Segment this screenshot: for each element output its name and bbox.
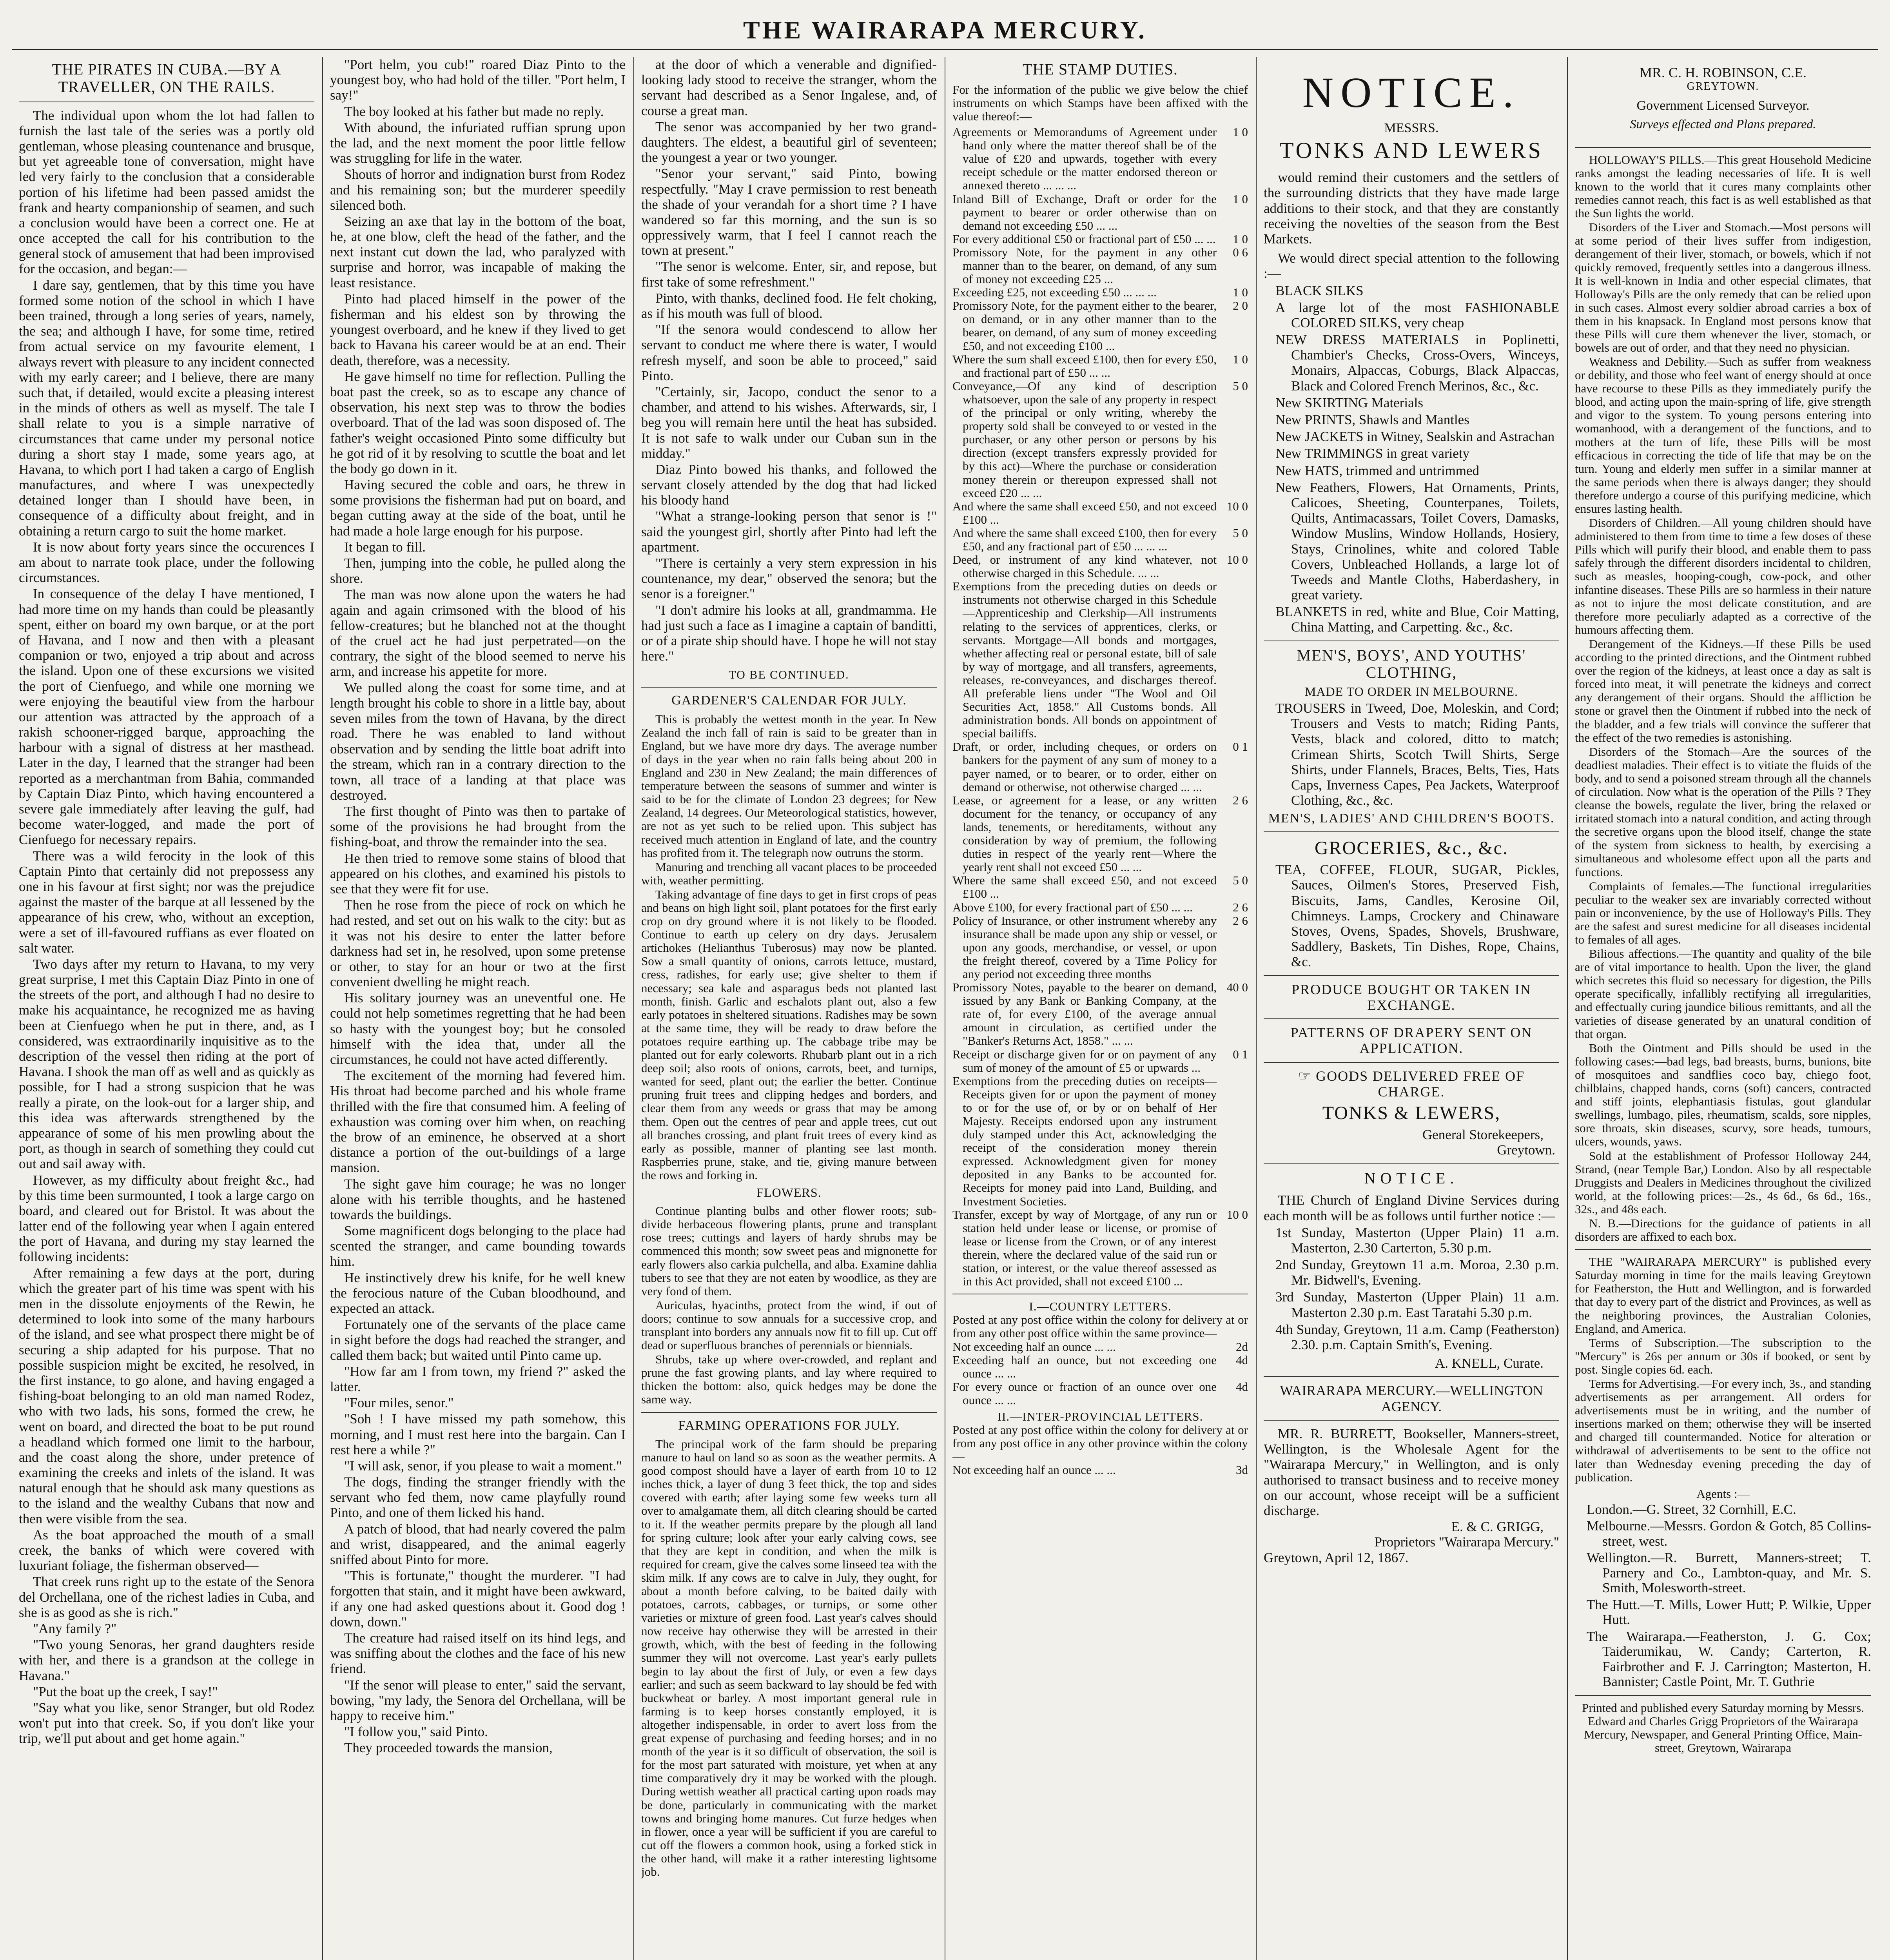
story-paragraph: "Any family ?" [33,1621,117,1636]
stamp-duty-row-amount: 10 0 [1226,499,1248,513]
story-paragraph: "How far am I from town, my friend ?" asked the latter. [330,1363,626,1394]
story-paragraph: He gave himself no time for reflection. Pulling the boat past the creek, so as to escape any chance of observation, his next step was to throw the bodies overboard. That of the lad was soon disposed of. The father's weight occasioned Pinto some difficulty but he got rid of it by resolving to scuttle the boat and let the body go down in it. [330,368,626,476]
pointing-hand-icon: ☞ [1298,1068,1316,1084]
flowers-paragraph: Continue planting bulbs and other flower roots; sub-divide herbaceous flowering plants, prune and transplant rose trees; cuttings and layers of hardy shrubs may be commenced this month; sow sweet peas and mignonette for early flowers also carkia pulchella, and alba. Examine dahlia tubers to see that they are not eaten by woodlice, as they are very fond of them. [641,1204,937,1298]
stamp-duty-row-amount: 1 0 [1233,352,1248,366]
holloway-paragraph: Sold at the establishment of Professor Holloway 244, Strand, (near Temple Bar,) London. Also by all respectable Druggists and Dealers in Medicines throughout the civilized world, at the following prices:—2s., 4s 6d., 6s 6d., 16s., 32s., and 48s each. [1575,1149,1871,1216]
holloway-paragraph: HOLLOWAY'S PILLS.—This great Household Medicine ranks amongst the leading necessaries of life. It is well known to the world that it cures many complaints other remedies cannot reach, this fact is as well established as that the Sun lights the world. [1575,152,1871,220]
divider [1264,1163,1559,1164]
agents-title: Agents :— [1696,1486,1750,1501]
country-letters-title: I.—COUNTRY LETTERS. [1029,1299,1172,1314]
holloway-paragraph: Disorders of Children.—All young children should have administered to them from time to time a few doses of these Pills which will purify their blood, and enable them to pass safely through the different disorders incidental to children, such as measles, hooping-cough, cow-pock, and other infantine diseases. These Pills are so harmless in their nature as not to injure the most delicate constitution, and are therefore more peculiarly adapted as a corrective of the humours affecting them. [1575,516,1871,637]
stamp-duty-row-amount: 2 6 [1233,913,1248,927]
holloway-paragraph: Weakness and Debility.—Such as suffer from weakness or debility, and those who feel want of energy should at once have recourse to these Pills as they immediately purify the blood, and acting upon the main-spring of life, give strength and vigor to the system. To young persons entering into womanhood, with a derangement of the functions, and to mothers at the turn of life, these Pills will be most efficacious in correcting the tide of life that may be on the turn. Young and elderly men suffer in a similar manner at the same periods when there is always danger; they should therefore undergo a course of this purifying medicine, which ensures lasting health. [1575,354,1871,516]
stamp-duty-row-label: Conveyance,—Of any kind of description whatsoever, upon the sale of any property in respect of the principal or only writing, whereby the property sold shall be conveyed to or vested in the purchaser, or any other person or persons by his direction (except transfers expressly provided for by this act)—Where the purchase or consideration money therein or thereupon expressed shall not exceed £20 ... ... [952,379,1217,500]
farming-paragraphs [641,1437,937,1878]
stamp-duty-row [952,740,1248,793]
stamp-duty-row-amount: 10 0 [1226,553,1248,567]
agency-signature: E. & C. GRIGG, [1451,1519,1544,1535]
agent-item: London.—G. Street, 32 Cornhill, E.C. [1587,1501,1796,1517]
stamp-duty-row [952,794,1248,874]
stamp-duty-row-label: Exemptions from the preceding duties on deeds or instruments not otherwise charged in this Schedule—Apprenticeship and Clerkship—All instruments relating to the services of apprentices, clerks, or servants. Mortgage—All bonds and mortgages, whether affecting real or personal estate, bill of sale by way of mortgage, and all transfers, agreements, releases, re-conveyances, and discharges thereof. All preferable liens under "The Wool and Oil Securities Act, 1858." All Customs bonds. All administration bonds. All bonds on appointment of special bailiffs. [952,579,1217,740]
story-paragraph: "I don't admire his looks at all, grandmamma. He had just such a face as I imagine a captain of banditti, or of a pirate ship should have. I hope he will not stay here." [641,602,937,664]
holloway-paragraph: Disorders of the Stomach—Are the sources of the deadliest maladies. Their effect is to vitiate the fluids of the body, and to send a poisoned stream through all the channels of circulation. Now what is the operation of the Pills ? They cleanse the bowels, regulate the liver, bring the relaxed or irritated stomach into a natural condition, and acting through the secretive organs upon the blood itself, change the state of the system from sickness to health, by exercising a simultaneous and wholesome effect upon all the parts and functions. [1575,744,1871,879]
stamp-duty-row-amount: 0 6 [1233,245,1248,259]
stamp-duty-row-amount: 5 0 [1233,379,1248,393]
inter-provincial-table [952,1463,1248,1477]
holloway-paragraph: N. B.—Directions for the guidance of patients in all disorders are affixed to each box. [1575,1216,1871,1244]
story-paragraph: "If the senor will please to enter," said the servant, bowing, "my lady, the Senora del Orchellana, will be happy to receive him." [330,1677,626,1723]
stamp-duty-row-amount: 5 0 [1233,526,1248,540]
stamp-duty-row-label: Deed, or instrument of any kind whatever, not otherwise charged in this Schedule. ... ... [952,553,1217,580]
garden-paragraph: Manuring and trenching all vacant places to be proceeded with, weather permitting. [641,860,937,887]
postage-row [952,1463,1248,1477]
mercury-paragraph: Terms for Advertising.—For every inch, 3s., and standing advertisements as per arrangement. All orders for advertisements must be in writing, and the number of insertions marked on them; otherwise they will be inserted and charged till countermanded. Notice for alteration or withdrawal of advertisements to be sent to the office not later than Wednesday evening preceding the day of publication. [1575,1377,1871,1484]
stamp-duty-row-label: Above £100, for every fractional part of £50 ... ... [952,900,1193,914]
story-paragraph: The individual upon whom the lot had fallen to furnish the last tale of the series was a portly old gentleman, whose pleasing countenance and brusque, but yet agreeable tone of conversation, might have led very fairly to the conclusion that a considerable portion of his lifetime had been passed amidst the frank and hearty companionship of seamen, and such a conclusion would have been a correct one. He at once accepted the call for his contribution to the general stock of amusement that had been improvised for the occasion, and began:— [19,107,314,277]
story-paragraph: "This is fortunate," thought the murderer. "I had forgotten that stain, and it might have been awkward, if any one had asked questions about it. Good dog ! down, down." [330,1568,626,1630]
stamp-duty-row-label: Receipt or discharge given for or on payment of any sum of money of the amount of £5 or upwards ... [952,1047,1217,1074]
produce-line: PRODUCE BOUGHT OR TAKEN IN EXCHANGE. [1291,981,1531,1013]
story-paragraph: In consequence of the delay I have mentioned, I had more time on my hands than could be pleasantly spent, either on board my own barque, or at the port of Havana, and I now and then with a pleasant companion or two, enjoyed a trip about and across the island. Upon one of these excursions we visited the port of Cienfuego, and while one morning we were enjoying the beautiful view from the harbour our attention was attracted by the approach of a rakish schooner-rigged barque, approaching the harbour with a signal of distress at her masthead. Later in the day, I learned that the stranger had been reported as a merchantman from Bahia, commanded by Captain Diaz Pinto, which having encountered a severe gale immediately after leaving the gulf, had become water-logged, and made the port of Cienfuego for necessary repairs. [19,586,314,848]
story-paragraph: Pinto had placed himself in the power of the fisherman and his eldest son by throwing the youngest overboard, and he knew if they lived to get back to Havana his career would be at an end. Their death, therefore, was a necessity. [330,291,626,368]
flowers-paragraph: Auriculas, hyacinths, protect from the wind, if out of doors; continue to sow annuals for a successive crop, and transplant into borders any annuals now fit to fill up. Cut off dead or superfluous branches of perennials or biennials. [641,1298,937,1352]
stamp-duty-row [952,125,1248,192]
masthead: THE WAIRARAPA MERCURY. [743,16,1147,44]
stamp-duty-row [952,500,1248,526]
surveyor-role: Government Licensed Surveyor. [1636,98,1810,113]
story-paragraph: The boy looked at his father but made no reply. [344,103,604,119]
postage-row-amount: 2d [1236,1339,1248,1354]
agent-item: Melbourne.—Messrs. Gordon & Gotch, 85 Collins-street, west. [1587,1518,1871,1549]
agency-body: MR. R. BURRETT, Bookseller, Manners-street, Wellington, is the Wholesale Agent for the "Wairarapa Mercury," in Wellington, and is only authorised to transact business and to receive money on our account, whose receipt will be a sufficient discharge. [1264,1426,1559,1518]
country-letters-table [952,1340,1248,1407]
story-paragraph: It began to fill. [344,539,426,555]
imprint: Printed and published every Saturday morning by Messrs. Edward and Charles Grigg Proprietors of the Wairarapa Mercury, Newspaper, and General Printing Office, Main-street, Greytown, Wairarapa [1582,1700,1864,1755]
story-paragraph: The man was now alone upon the waters he had again and again crimsoned with the blood of his fellow-creatures; but he blanched not at the thought of the cruel act he had just perpetrated—on the contrary, the sight of the blood seemed to nerve his arm, and increase his appetite for more. [330,587,626,679]
story-paragraphs-end [641,57,937,664]
stamp-duty-row-label: Lease, or agreement for a lease, or any written document for the tenancy, or occupancy of any lands, tenements, or hereditaments, without any consideration by way of premium, the following duties in respect of the yearly rent—Where the yearly rent shall not exceed £50 ... ... [952,793,1217,874]
stamp-duty-row-amount [1217,580,1248,740]
story-paragraph: "Put the boat up the creek, I say!" [33,1684,218,1699]
goods-item: New Feathers, Flowers, Hat Ornaments, Prints, Calicoes, Sheeting, Counterpanes, Toilets, Quilts, Antimacassars, Toilet Covers, Damasks, Window Muslins, Window Hollands, Hosiery, Stays, Crinolines, white and colored Table Covers, Unbleached Hollands, a large lot of Tweeds and Mantle Cloths, Haberdashery, in great variety. [1275,479,1559,603]
holloway-paragraph: Complaints of females.—The functional irregularities peculiar to the weaker sex are invariably corrected without pain or inconvenience, by the use of Holloway's Pills. They are the safest and surest medicine for all diseases incidental to females of all ages. [1575,879,1871,947]
signature-role: General Storekeepers, [1422,1127,1544,1143]
story-paragraph: A patch of blood, that had nearly covered the palm and wrist, disappeared, and the animal eagerly sniffed about Pinto for more. [330,1521,626,1567]
stamp-duty-row [952,286,1248,299]
story-paragraph: "What a strange-looking person that senor is !" said the youngest girl, shortly after Pinto had left the apartment. [641,508,937,555]
postage-row-amount: 4d [1236,1379,1248,1394]
mens-clothing-subtitle: MADE TO ORDER IN MELBOURNE. [1304,684,1518,699]
divider [1575,1695,1871,1696]
curate-signature: A. KNELL, Curate. [1435,1356,1544,1371]
story-paragraph: Fortunately one of the servants of the place came in sight before the dogs had reached the stranger, and called them back; but waited until Pinto came up. [330,1317,626,1363]
signature-place: Greytown. [1497,1142,1555,1158]
story-paragraph: "Senor your servant," said Pinto, bowing respectfully. "May I crave permission to rest beneath the shade of your verandah for a short time ? I have wandered so far this morning, and the sun is so oppressively warm, that I feel I cannot reach the town at present." [641,166,937,258]
stamp-duty-row-label: And where the same shall exceed £50, and not exceed £100 ... [952,499,1217,526]
story-paragraph: With abound, the infuriated ruffian sprung upon the lad, and the next moment the poor little fellow was struggling for life in the water. [330,120,626,166]
story-paragraph: The creature had raised itself on its hind legs, and was sniffing about the clothes and the face of his new friend. [330,1630,626,1677]
divider [641,687,937,688]
story-paragraph: Seizing an axe that lay in the bottom of the boat, he, at one blow, cleft the head of the father, and the next instant cut down the lad, who paralyzed with surprise and horror, was incapable of making the least resistance. [330,213,626,290]
stamp-duty-row-label: For every additional £50 or fractional part of £50 ... ... [952,232,1216,246]
stamp-duty-row [952,246,1248,286]
postage-row [952,1354,1248,1380]
attention-line: We would direct special attention to the following :— [1264,250,1559,281]
story-paragraph: "Two young Senoras, her grand daughters reside with her, and there is a grandson at the college in Havana." [19,1637,314,1683]
stamp-duty-row-amount: 10 0 [1226,1207,1248,1221]
stamp-duty-row-amount: 2 6 [1233,900,1248,914]
column-2 [323,57,633,1960]
story-paragraph: "I follow you," said Pinto. [344,1724,488,1740]
story-paragraph: Pinto, with thanks, declined food. He felt choking, as if his mouth was full of blood. [641,290,937,321]
story-paragraph: That creek runs right up to the estate of the Senora del Orchellana, one of the richest ladies in Cuba, and she is as good as she is rich." [19,1574,314,1620]
goods-list [1264,283,1559,635]
goods-item: New PRINTS, Shawls and Mantles [1275,412,1469,428]
to-be-continued: TO BE CONTINUED. [729,668,849,682]
notice-heading-2: NOTICE. [1364,1169,1459,1187]
country-letters-intro: Posted at any post office within the colony for delivery at or from any other post office within the same province— [952,1313,1248,1340]
divider [1264,1062,1559,1063]
stamp-duty-row [952,914,1248,981]
goods-item: BLACK SILKS [1275,283,1364,298]
story-title: THE PIRATES IN CUBA.—BY A TRAVELLER, ON THE RAILS. [52,60,281,96]
patterns-line: PATTERNS OF DRAPERY SENT ON APPLICATION. [1290,1025,1533,1056]
flowers-title: FLOWERS. [756,1185,822,1200]
stamp-duty-row-label: Promissory Note, for the payment either to the bearer, on demand, or in any other manner than to the bearer, on demand, of any sum of money exceeding £50, and not exceeding £100 ... [952,299,1217,353]
holloway-paragraph: Disorders of the Liver and Stomach.—Most persons will at some period of their lives suffer from indigestion, derangement of their liver, stomach, or bowels, which if not quickly removed, frequently settles into a dangerous illness. It is well-known in India and other especial climates, that Holloway's Pills are the only remedy that can be relied upon in such cases. Almost every soldier abroad carries a box of them in his knapsack. In England most persons know that these Pills will cure them whenever the liver, stomach, or bowels are out of order, and that they need no physician. [1575,220,1871,354]
story-paragraph: He then tried to remove some stains of blood that appeared on his clothes, and examined his pistols to see that they were fit for use. [330,850,626,897]
postage-row [952,1340,1248,1354]
stamp-duty-row-label: Promissory Notes, payable to the bearer on demand, issued by any Bank or Banking Company, at the rate of, for every £100, of the average annual amount in circulation, as certified under the "Banker's Returns Act, 1858." ... ... [952,980,1217,1048]
story-paragraph: Having secured the coble and oars, he threw in some provisions the fisherman had put on board, and began cutting away at the side of the boat, until he had made a hole large enough for his purpose. [330,477,626,539]
garden-title: GARDENER'S CALENDAR FOR JULY. [671,693,907,708]
postage-row-label: Exceeding half an ounce, but not exceeding one ounce ... ... [952,1353,1217,1380]
goods-item: New TRIMMINGS in great variety [1275,446,1470,461]
mercury-paragraph: Terms of Subscription.—The subscription to the "Mercury" is 26s per annum or 30s if booked, or sent by post. Single copies 6d. each. [1575,1336,1871,1376]
stamp-duty-row-label: Policy of Insurance, or other instrument whereby any insurance shall be made upon any ship or vessel, or upon any goods, merchandise, or vessel, or upon the freight thereof, covered by a Time Policy for any period not exceeding three months [952,913,1217,981]
postage-row-label: Not exceeding half an ounce ... ... [952,1339,1116,1354]
notice-heading: NOTICE. [1302,69,1521,116]
stamp-duty-row-label: Inland Bill of Exchange, Draft or order for the payment to bearer or order otherwise than on demand not exceeding £50 ... ... [952,192,1217,232]
stamp-duty-row-label: Agreements or Memorandums of Agreement under hand only where the matter thereof shall be of the value of £20 and upwards, together with every receipt schedule or the matter endorsed thereon or annexed thereto ... ... ... [952,125,1217,192]
stamp-duty-row-amount: 40 0 [1226,980,1248,995]
story-paragraph: I dare say, gentlemen, that by this time you have formed some notion of the school in which I have been trained, through a long series of years, namely, the sea; and although I have, for some time, retired from actual service on my favourite element, I always revert with pleasure to any incident connected with my early career; and I believe, there are many such that, if detailed, would excite a pleasing interest in the minds of others as well as myself. The tale I shall relate to you is a simple narrative of circumstances that came under my personal notice during a short stay I made, some years ago, at Havana, to which port I had taken a cargo of English manufactures, and where I was unexpectedly detained longer than I should have been, in consequence of a difficulty about freight, and in obtaining a return cargo to suit the home market. [19,277,314,539]
holloway-paragraph: Derangement of the Kidneys.—If these Pills be used according to the printed directions, and the Ointment rubbed over the region of the kidneys, at least once a day as salt is forced into meat, it will penetrate the kidneys and correct any derangement of their organs. Should the affliction be stone or gravel then the Ointment if rubbed into the neck of the bladder, and a few trials will convince the sufferer that the effect of the two remedies is astonishing. [1575,637,1871,744]
divider [641,1412,937,1413]
story-paragraph: There was a wild ferocity in the look of this Captain Pinto that certainly did not prepossess any one in his favour at first sight; nor was the prejudice against the master of the barque at all lessened by the appearance of his crew, who, without an exception, were a set of ill-favoured ruffians as ever floated on salt water. [19,848,314,956]
stamp-duty-row-label: Draft, or order, including cheques, or orders on bankers for the payment of any sum of money to a payer named, or to bearer, or to order, either on demand or otherwise, not otherwise charged ... ... [952,740,1217,794]
story-paragraph: "The senor is welcome. Enter, sir, and repose, but first take of some refreshment." [641,259,937,290]
goods-item: New JACKETS in Witney, Sealskin and Astrachan [1275,429,1555,445]
column-5 [1257,57,1566,1960]
stamp-duty-row-amount: 1 0 [1233,232,1248,246]
stamp-duties-intro: For the information of the public we give below the chief instruments on which Stamps have been affixed with the value thereof:— [952,82,1248,123]
stamp-duty-row-label: Exemptions from the preceding duties on receipts—Receipts given for or upon the payment of money to or for the use of, or by or on behalf of Her Majesty. Receipts endorsed upon any instrument duly stamped under this Act, acknowledging the receipt of the consideration money therein expressed. Acknowledgment given for money deposited in any Banks to be accounted for. Receipts for money paid into Land, Building, and Investment Societies. [952,1074,1217,1208]
masthead-rule [12,49,1878,50]
stamp-duty-row-label: And where the same shall exceed £100, then for every £50, and any fractional part of £50 ... ... ... [952,526,1217,553]
stamp-duty-row-amount [1217,1074,1248,1208]
stamp-duty-row-label: Where the sum shall exceed £100, then for every £50, and fractional part of £50 ... ... [952,352,1217,379]
story-paragraph: We pulled along the coast for some time, and at length brought his coble to shore in a little bay, about seven miles from the town of Havana, by the direct road. There he was enabled to land without observation and by sending the little boat adrift into the stream, which ran in a contrary direction to the town, all trace of a landing at that place was destroyed. [330,680,626,803]
stamp-duty-row [952,232,1248,246]
divider [1575,147,1871,148]
stamp-duty-row [952,981,1248,1047]
divider [1264,1420,1559,1421]
service-item: 1st Sunday, Masterton (Upper Plain) 11 a.m. Masterton, 2.30 Carterton, 5.30 p.m. [1275,1225,1559,1256]
agency-title: WAIRARAPA MERCURY.—WELLINGTON AGENCY. [1280,1383,1543,1414]
story-paragraph: The first thought of Pinto was then to partake of some of the provisions he had brought from the fishing-boat, and throw the remainder into the sea. [330,804,626,850]
agency-date: Greytown, April 12, 1867. [1264,1550,1409,1565]
stamp-duty-row-amount: 0 1 [1233,740,1248,754]
goods-item: BLANKETS in red, white and Blue, Coir Matting, China Matting, and Carpetting. &c., &c. [1275,604,1559,635]
story-paragraph: "Say what you like, senor Stranger, but old Rodez won't put into that creek. So, if you don't like your trip, we'll put about and get home again." [19,1700,314,1746]
stamp-duties-title: THE STAMP DUTIES. [1023,60,1178,78]
story-paragraphs-continued [330,57,626,1755]
story-paragraph: As the boat approached the mouth of a small creek, the banks of which were covered with luxuriant foliage, the fisherman observed— [19,1527,314,1573]
agency-proprietors: Proprietors "Wairarapa Mercury." [1374,1534,1559,1550]
mercury-paragraph: THE "WAIRARAPA MERCURY" is published every Saturday morning in time for the mails leaving Greytown for Featherston, the Hutt and Wellington, and is forwarded that day to every part of the district and Provinces, as well as the neighboring provinces, the Australian Colonies, England, and America. [1575,1255,1871,1336]
stamp-duty-row [952,379,1248,500]
divider [1264,975,1559,976]
stamp-duties-table [952,125,1248,1288]
garden-paragraphs [641,713,937,1182]
story-paragraph: "Port helm, you cub!" roared Diaz Pinto to the youngest boy, who had hold of the tiller. "Port helm, I say!" [330,57,626,103]
stamp-duty-row [952,192,1248,232]
signature-firm: TONKS & LEWERS, [1322,1103,1501,1124]
flowers-paragraph: Shrubs, take up where over-crowded, and replant and prune the fast growing plants, and lay where required to thicken the bottom: also, quick hedges may be done the same way. [641,1352,937,1406]
column-1 [12,57,321,1960]
stamp-duty-row [952,553,1248,580]
story-paragraph: After remaining a few days at the port, during which the greater part of his time was spent with his men in the dissolute enjoyments of the Rewin, he determined to look into some of the many harbours of the island, and see what prospect there might be of securing a ship adapted for his purpose. That no possible suspicion might be excited, he resolved, in the first instance, to go alone, and having engaged a fishing-boat belonging to an old man named Rodez, who with two lads, his sons, formed the crew, he went on board, and directed the boat to be put round a headland which formed one limit to the harbour, and the coast along the shore, under pretence of examining the creeks and inlets of the island. It was natural enough that he should ask many questions as to the island and the wealthy Cubans that now and then were visible from the sea. [19,1265,314,1526]
holloway-paragraph: Bilious affections.—The quantity and quality of the bile are of vital importance to health. Upon the liver, the gland which secretes this fluid so necessary for digestion, the Pills operate specifically, infallibly rectifying all irregularities, and effectually curing jaundice bilious remittants, and all the varieties of disease generated by an unatural condition of that organ. [1575,947,1871,1041]
divider [1264,1376,1559,1377]
firm-name: TONKS AND LEWERS [1280,138,1543,163]
service-item: 3rd Sunday, Masterton (Upper Plain) 11 a.m. Masterton 2.30 p.m. East Taratahi 5.30 p.m. [1275,1289,1559,1320]
story-paragraph: Two days after my return to Havana, to my very great surprise, I met this Captain Diaz Pinto in one of the streets of the port, and although I had no desire to make his acquaintance, he recognized me as having been at Cienfuego when he put in there, and, as I considered, was extraordinarily inquisitive as to the description of the vessel then riding at the port of Havana. I shook the man off as well and as quickly as possible, for I had a strong suspicion that he was really a pirate, on the look-out for a larger ship, and this idea was afterwards strengthened by the appearance of some of his men prowling about the port, as though in search of something they could cut out and sail away with. [19,956,314,1172]
story-paragraph: He instinctively drew his knife, for he well knew the ferocious nature of the Cuban bloodhound, and expected an attack. [330,1270,626,1316]
mens-clothing-body: TROUSERS in Tweed, Doe, Moleskin, and Cord; Trousers and Vests to match; Riding Pants, Vests, black and colored, ditto to match; Crimean Shirts, Scotch Twill Shirts, Serge Shirts, under Flannels, Braces, Belts, Ties, Hats Caps, Inverness Capes, Pea Jackets, Waterproof Clothing, &c., &c. [1275,701,1559,808]
farming-title: FARMING OPERATIONS FOR JULY. [678,1418,900,1433]
garden-paragraph: This is probably the wettest month in the year. In New Zealand the inch fall of rain is said to be greater than in England, but we have more dry days. The average number of days in the year when no rain falls being about 200 in England and 230 in New Zealand; the main differences of temperature between the seasons of summer and winter is said to be for the climate of London 23 degrees; for New Zealand, 14 degrees. Our Meteorological statistics, however, are not as yet such to be relied upon. This subject has received much attention in England of late, and the country has profited from it. The telegraph now outruns the storm. [641,712,937,860]
stamp-duty-row-amount: 2 6 [1233,793,1248,807]
agent-item: Wellington.—R. Burrett, Manners-street; T. Parnery and Co., Lambton-quay, and Mr. S. Smith, Molesworth-street. [1587,1550,1871,1596]
agent-item: The Wairarapa.—Featherston, J. G. Cox; Taiderumikau, W. Candy; Carterton, R. Fairbrother and F. J. Carrington; Masterton, H. Bannister; Castle Point, Mr. T. Guthrie [1587,1628,1871,1690]
stamp-duty-row-label: Where the same shall exceed £50, and not exceed £100 ... [952,873,1217,901]
stamp-duty-row-label: Exceeding £25, not exceeding £50 ... ... ... [952,285,1157,299]
stamp-duty-row [952,299,1248,352]
story-paragraph: The senor was accompanied by her two grand-daughters. The eldest, a beautiful girl of seventeen; the youngest a year or two younger. [641,119,937,165]
column-4 [945,57,1255,1960]
postage-row-amount: 4d [1236,1353,1248,1367]
story-paragraph: "I will ask, senor, if you please to wait a moment." [344,1458,622,1474]
story-paragraph: Some magnificent dogs belonging to the place had scented the stranger, and came bounding towards him. [330,1223,626,1269]
divider [1575,1249,1871,1250]
divider [1264,1018,1559,1019]
story-paragraph: "Soh ! I have missed my path somehow, this morning, and I must rest here into the bargain. Can I rest here a while ?" [330,1411,626,1457]
story-paragraph: "There is certainly a very stern expression in his countenance, my dear," observed the senora; but the senor is a foreigner." [641,555,937,602]
service-item: 4th Sunday, Greytown, 11 a.m. Camp (Featherston) 2.30. p.m. Captain Smith's, Evening. [1275,1321,1559,1353]
story-paragraph: His solitary journey was an uneventful one. He could not help sometimes regretting that he had been so hasty with the youngest boy; but he consoled himself with the idea that, under all the circumstances, he could not have acted differently. [330,990,626,1067]
church-notice: THE Church of England Divine Services during each month will be as follows until further notice :— [1264,1192,1559,1223]
stamp-duty-row [952,1048,1248,1074]
story-paragraph: at the door of which a venerable and dignified-looking lady stood to receive the stranger, whom the servant had described as a Senor Ingalese, and, of course a great man. [641,57,937,118]
postage-row [952,1380,1248,1407]
stamp-duty-row [952,526,1248,553]
column-3 [634,57,944,1960]
services-list [1264,1225,1559,1353]
mens-clothing-title: MEN'S, BOYS', AND YOUTHS' CLOTHING, [1297,646,1526,682]
postage-row-label: For every ounce or fraction of an ounce over one ounce ... ... [952,1379,1217,1407]
holloway-advert [1575,153,1871,1244]
story-paragraph: "Certainly, sir, Jacopo, conduct the senor to a chamber, and attend to his wishes. Afterwards, sir, I beg you will remain here until the heat has subsided. It is not safe to walk under our Cuban sun in the midday." [641,384,937,461]
story-paragraph: The excitement of the morning had fevered him. His throat had become parched and his whole frame thrilled with the fire that consumed him. A feeling of exhaustion was coming over him when, on reaching the brow of an eminence, he observed at a short distance a portion of the out-buildings of a large mansion. [330,1068,626,1176]
holloway-paragraph: Both the Ointment and Pills should be used in the following cases:—bad legs, bad breasts, burns, bunions, bite of mosquitoes and sandflies coco bay, chiego foot, chilblains, chapped hands, corns (soft) cancers, contracted and stiff joints, elephantiasis fistulas, gout glandular swellings, lumbago, piles, rheumatism, scalds, sore nipples, sore throats, skin diseases, scurvy, sore heads, tumours, ulcers, wounds, yaws. [1575,1041,1871,1149]
postage-row-label: Not exceeding half an ounce ... ... [952,1463,1116,1477]
stamp-duty-row [952,874,1248,900]
story-paragraph: Diaz Pinto bowed his thanks, and followed the servant closely attended by the dog that had licked his bloody hand [641,461,937,508]
agent-item: The Hutt.—T. Mills, Lower Hutt; P. Wilkie, Upper Hutt. [1587,1597,1871,1628]
surveyor-name: MR. C. H. ROBINSON, C.E. [1639,65,1807,80]
story-paragraph: Shouts of horror and indignation burst from Rodez and his remaining son; but the murderer speedily silenced both. [330,167,626,213]
postage-row-amount: 3d [1236,1463,1248,1477]
farming-paragraph: The principal work of the farm should be preparing manure to haul on land so as soon as the weather permits. A good compost should have a layer of earth from 10 to 12 inches thick, a layer of dung 3 feet thick, the top and sides covered with earth; after laying some few weeks turn all over to amalgamate them, all ditch clearing should be carted to it. If the weather permits prepare by the plough all land for spring culture; look after your early calving cows, see that they are kept in condition, and when the milk is required for cream, give the calves some linseed tea with the skim milk. If any cows are to calve in July, they ought, for about a month before calving, to be baited daily with potatoes, carrots, cabbages, or turnips, or some other varieties or mixture of green food. Last year's calves should now receive hay otherwise they will be arrested in their growth, which, with the best of feeding in the following summer they will not overcome. Last year's early pullets begin to lay about the first of July, or even a few days earlier; and such as seem backward to lay should be fed with buckwheat or barley. A most important general rule in farming is to keep horses constantly employed, it is altogether indispensable, in order to avert loss from the great expense of purchasing and feeding horses; and in no month of the year is it so difficult of observation, the soil is for the most part saturated with moisture, yet when at any time comparatively dry it may be worked with the plough. During wettish weather all practical carting upon roads may be done, particularly in communicating with the market towns and bringing home manures. Cut furze hedges when in flower, once a year will be sufficient if you are careful to cut off the flowers a common hook, using a forked stick in the other hand, will make it a rather interesting lightsome job. [641,1437,937,1878]
stamp-duty-row-amount: 5 0 [1233,873,1248,887]
agents-list [1575,1502,1871,1690]
story-paragraph: They proceeded towards the mansion, [344,1740,553,1756]
stamp-duty-row [952,353,1248,379]
messrs-label: MESSRS. [1384,121,1439,136]
goods-item: A large lot of the most FASHIONABLE COLORED SILKS, very cheap [1275,299,1559,330]
goods-delivered-line: ☞ GOODS DELIVERED FREE OF CHARGE. [1298,1068,1525,1100]
story-paragraph: "If the senora would condescend to allow her servant to conduct me where there is water, I would refresh myself, and soon be able to proceed," said Pinto. [641,322,937,383]
groceries-title: GROCERIES, &c., &c. [1315,838,1508,859]
goods-item: New HATS, trimmed and untrimmed [1275,463,1480,478]
stamp-duty-row-amount: 1 0 [1233,285,1248,299]
story-paragraph: The sight gave him courage; he was no longer alone with his terrible thoughts, and he hastened towards the buildings. [330,1176,626,1222]
service-item: 2nd Sunday, Greytown 11 a.m. Moroa, 2.30 p.m. Mr. Bidwell's, Evening. [1275,1257,1559,1288]
story-paragraph: Then he rose from the piece of rock on which he had rested, and set out on his walk to the city: but as it was not his desire to enter the latter before darkness had set in, he resolved, upon some pretense or other, to stay for an hour or two at the first convenient dwelling he might reach. [330,897,626,990]
stamp-duty-row-label: Promissory Note, for the payment in any other manner than to the bearer, on demand, of any sum of money not exceeding £25 ... [952,245,1217,286]
column-6 [1568,57,1878,1960]
stamp-duty-row [952,580,1248,740]
story-paragraph: However, as my difficulty about freight &c., had by this time been surmounted, I took a large cargo on board, and cleared out for Bristol. It was about the latter end of the following year when I again entered the port of Havana, and during my stay learned the following incidents: [19,1172,314,1265]
stamp-duty-row-amount: 1 0 [1233,125,1248,139]
story-paragraph: "Four miles, senor." [344,1395,454,1411]
story-paragraph: Then, jumping into the coble, he pulled along the shore. [330,555,626,586]
notice-intro: would remind their customers and the settlers of the surrounding districts that they have made large additions to their stock, and that they are constantly receiving the novelties of the season from the Best Markets. [1264,170,1559,247]
stamp-duty-row [952,1074,1248,1208]
boots-line: MEN'S, LADIES' AND CHILDREN'S BOOTS. [1268,811,1555,826]
stamp-duty-row-amount: 2 0 [1233,299,1248,313]
flowers-paragraphs [641,1204,937,1406]
inter-provincial-intro: Posted at any post office within the colony for delivery at or from any post office in any other province within the colony— [952,1423,1248,1464]
surveyor-services: Surveys effected and Plans prepared. [1630,116,1816,131]
story-paragraph: The dogs, finding the stranger friendly with the servant who fed them, now came playfully round Pinto, and one of them licked his hand. [330,1474,626,1521]
surveyor-place: GREYTOWN. [1687,80,1759,93]
garden-paragraph: Taking advantage of fine days to get in first crops of peas and beans on high light soil, plant potatoes for the first early crop on dry ground where it is not likely to be flooded. Continue to earth up celery on dry days. Jerusalem artichokes (Helianthus Tuberosus) may now be planted. Sow a small quantity of onions, carrots lettuce, mustard, cress, radishes, for early use; give shelter to them if necessary; sea kale and asparagus beds not planted last month, finish. Garlic and eschalots plant out, also a few early potatoes in sheltered situations. Radishes may be sown at the same time, they will be ready to draw before the potatoes require earthing up. The cabbage tribe may be planted out for early coleworts. Rhubarb plant out in a rich deep soil; also roots of onions, carrots, beet, and turnips, wanted for seed, plant out; the earlier the better. Continue pruning fruit trees and clipping hedges and borders, and clear them from any weeds or grass that may be among them. Open out the centres of pear and apple trees, cut out all branches crossing, and plant fruit trees of every kind as early as possible, manner of planting see last month. Raspberries prune, stake, and tie, giving manure between the rows and forking in. [641,887,937,1182]
story-paragraph: It is now about forty years since the occurences I am about to narrate took place, under the following circumstances. [19,539,314,586]
goods-item: NEW DRESS MATERIALS in Poplinetti, Chambier's Checks, Cross-Overs, Winceys, Monairs, Alpaccas, Coburgs, Black Alpaccas, Black and Colored French Merinos, &c., &c. [1275,332,1559,394]
mercury-terms [1575,1255,1871,1484]
stamp-duty-row [952,1208,1248,1289]
divider [1264,831,1559,832]
groceries-body: TEA, COFFEE, FLOUR, SUGAR, Pickles, Sauces, Oilmen's Stores, Preserved Fish, Biscuits, Jams, Candles, Kerosine Oil, Chimneys. Lamps, Crockery and Chinaware Stoves, Ovens, Spades, Shovels, Brushware, Saddlery, Baskets, Tin Dishes, Rope, Chains, &c. [1275,862,1559,970]
stamp-duty-row-amount: 1 0 [1233,192,1248,206]
stamp-duty-row [952,901,1248,914]
stamp-duty-row-amount: 0 1 [1233,1047,1248,1061]
inter-provincial-title: II.—INTER-PROVINCIAL LETTERS. [997,1409,1203,1423]
story-paragraphs [19,108,314,1746]
stamp-duty-row-label: Transfer, except by way of Mortgage, of any run or station held under lease or license, or promise of lease or license from the Crown, or of any interest therein, where the declared value of the said run or station, or interest, or the value thereof assessed as in this Act provided, shall not exceed £100 ... [952,1207,1217,1289]
goods-item: New SKIRTING Materials [1275,395,1423,410]
